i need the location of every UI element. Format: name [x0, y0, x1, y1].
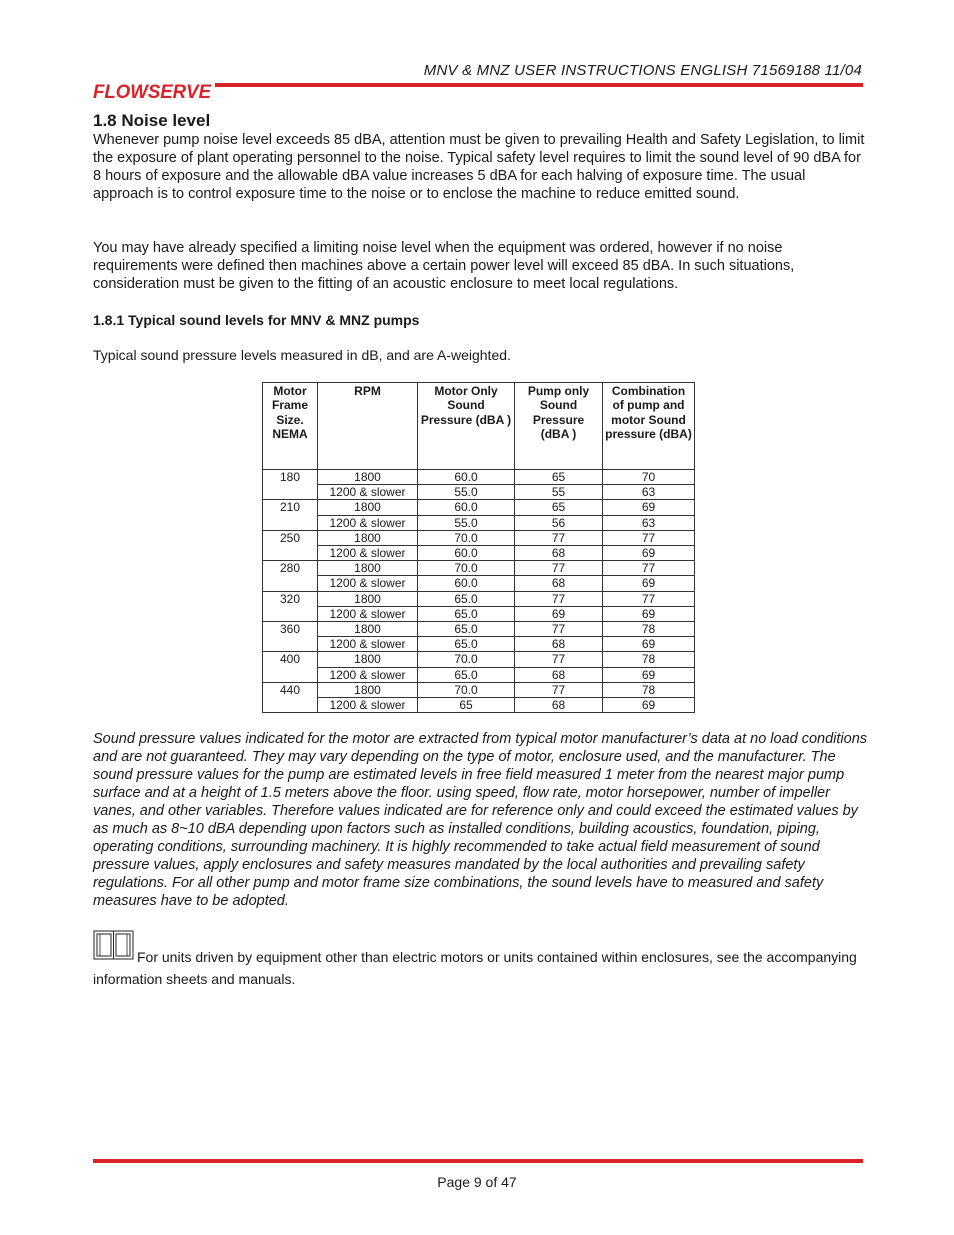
rpm-cell: 1800 — [318, 652, 418, 667]
frame-cell: 320 — [263, 591, 318, 621]
motor-cell: 55.0 — [418, 515, 515, 530]
table-row — [263, 561, 695, 576]
motor-cell: 60.0 — [418, 470, 515, 485]
document-header-title: MNV & MNZ USER INSTRUCTIONS ENGLISH 71569188 11/04 — [423, 62, 862, 79]
table-row — [263, 637, 695, 652]
header-combination-sound: Combination of pump and motor Sound pressure (dBA) — [603, 383, 695, 470]
motor-cell: 70.0 — [418, 561, 515, 576]
table-row — [263, 591, 695, 606]
header-rule — [215, 83, 863, 87]
pump-cell: 65 — [515, 470, 603, 485]
combination-cell: 69 — [603, 667, 695, 682]
footer-rule — [93, 1159, 863, 1163]
motor-cell: 65.0 — [418, 606, 515, 621]
sound-level-table — [262, 382, 695, 713]
pump-cell: 69 — [515, 606, 603, 621]
table-row — [263, 576, 695, 591]
pump-cell: 68 — [515, 546, 603, 561]
rpm-cell: 1800 — [318, 682, 418, 697]
pump-cell: 77 — [515, 652, 603, 667]
noise-paragraph-2: You may have already specified a limiting noise level when the equipment was ordered, however if no noise requirements were defined then machines above a certain power level will exceed 85 dBA. In such situations, consideration must be given to the fitting of an acoustic enclosure to meet local regulations. — [93, 240, 795, 292]
pump-cell: 77 — [515, 591, 603, 606]
pump-cell: 65 — [515, 500, 603, 515]
combination-cell: 69 — [603, 500, 695, 515]
rpm-cell: 1200 & slower — [318, 576, 418, 591]
section-title: 1.8 Noise level — [93, 111, 211, 130]
table-row — [263, 500, 695, 515]
table-row — [263, 622, 695, 637]
combination-cell: 77 — [603, 591, 695, 606]
motor-cell: 60.0 — [418, 546, 515, 561]
disclaimer-note: Sound pressure values indicated for the motor are extracted from typical motor manufacturer’s data at no load conditions and are not guaranteed. They may vary depending on the type of motor, enclosure used, and the manufacturer. The sound pressure values for the pump are estimated levels in free field measured 1 meter from the nearest major pump surface and at a height of 1.5 meters above the floor. using speed, flow rate, motor horsepower, number of impeller vanes, and other variables. Therefore values indicated are for reference only and could exceed the estimated values by as much as 8~10 dBA depending upon factors such as installed conditions, building acoustics, foundation, piping, operating conditions, surrounding machinery. It is highly recommended to take actual field measurement of sound pressure values, apply enclosures and safety measures mandated by the local authorities and prevailing safety regulations. For all other pump and motor frame size combinations, the sound levels have to measured and safety measures have to be adopted. — [93, 731, 868, 909]
table-row — [263, 546, 695, 561]
rpm-cell: 1200 & slower — [318, 606, 418, 621]
combination-cell: 69 — [603, 637, 695, 652]
rpm-cell: 1800 — [318, 622, 418, 637]
table-row — [263, 515, 695, 530]
rpm-cell: 1200 & slower — [318, 515, 418, 530]
rpm-cell: 1200 & slower — [318, 637, 418, 652]
pump-cell: 56 — [515, 515, 603, 530]
pump-cell: 68 — [515, 637, 603, 652]
frame-cell: 180 — [263, 470, 318, 500]
table-row — [263, 485, 695, 500]
motor-cell: 70.0 — [418, 530, 515, 545]
rpm-cell: 1800 — [318, 470, 418, 485]
motor-cell: 65.0 — [418, 637, 515, 652]
pump-cell: 55 — [515, 485, 603, 500]
motor-cell: 65.0 — [418, 622, 515, 637]
page-number: Page 9 of 47 — [437, 1174, 517, 1190]
subsection-title: 1.8.1 Typical sound levels for MNV & MNZ pumps — [93, 312, 420, 328]
combination-cell: 69 — [603, 546, 695, 561]
table-row — [263, 682, 695, 697]
header-frame-size: Motor Frame Size. NEMA — [263, 383, 318, 470]
pump-cell: 77 — [515, 682, 603, 697]
motor-cell: 65 — [418, 698, 515, 713]
table-row — [263, 652, 695, 667]
pump-cell: 77 — [515, 622, 603, 637]
combination-cell: 77 — [603, 530, 695, 545]
motor-cell: 70.0 — [418, 652, 515, 667]
combination-cell: 70 — [603, 470, 695, 485]
pump-cell: 77 — [515, 530, 603, 545]
motor-cell: 65.0 — [418, 591, 515, 606]
pump-cell: 68 — [515, 667, 603, 682]
rpm-cell: 1800 — [318, 500, 418, 515]
rpm-cell: 1200 & slower — [318, 546, 418, 561]
frame-cell: 210 — [263, 500, 318, 530]
frame-cell: 440 — [263, 682, 318, 712]
combination-cell: 77 — [603, 561, 695, 576]
flowserve-logo — [93, 77, 213, 103]
frame-cell: 400 — [263, 652, 318, 682]
motor-cell: 55.0 — [418, 485, 515, 500]
header-motor-sound: Motor Only Sound Pressure (dBA ) — [418, 383, 515, 470]
table-row — [263, 606, 695, 621]
rpm-cell: 1800 — [318, 561, 418, 576]
rpm-cell: 1200 & slower — [318, 485, 418, 500]
table-intro: Typical sound pressure levels measured in dB, and are A-weighted. — [93, 347, 511, 363]
combination-cell: 63 — [603, 485, 695, 500]
pump-cell: 77 — [515, 561, 603, 576]
final-note: For units driven by equipment other than electric motors or units contained within enclosures, see the accompanying information sheets and manuals. — [93, 949, 857, 987]
frame-cell: 280 — [263, 561, 318, 591]
table-header-row — [263, 383, 695, 470]
combination-cell: 63 — [603, 515, 695, 530]
frame-cell: 250 — [263, 530, 318, 560]
table-row — [263, 470, 695, 485]
rpm-cell: 1200 & slower — [318, 667, 418, 682]
motor-cell: 60.0 — [418, 500, 515, 515]
noise-paragraph-1: Whenever pump noise level exceeds 85 dBA, attention must be given to prevailing Health and Safety Legislation, to limit the exposure of plant operating personnel to the noise. Typical safety level requires to limit the sound level of 90 dBA for 8 hours of exposure and the allowable dBA value increases 5 dBA for each halving of exposure time. The usual approach is to control exposure time to the noise or to enclose the machine to reduce emitted sound. — [93, 132, 865, 202]
rpm-cell: 1800 — [318, 591, 418, 606]
combination-cell: 78 — [603, 682, 695, 697]
combination-cell: 69 — [603, 576, 695, 591]
combination-cell: 78 — [603, 652, 695, 667]
motor-cell: 70.0 — [418, 682, 515, 697]
rpm-cell: 1200 & slower — [318, 698, 418, 713]
table-row — [263, 698, 695, 713]
motor-cell: 65.0 — [418, 667, 515, 682]
table-row — [263, 530, 695, 545]
combination-cell: 69 — [603, 606, 695, 621]
pump-cell: 68 — [515, 576, 603, 591]
motor-cell: 60.0 — [418, 576, 515, 591]
combination-cell: 78 — [603, 622, 695, 637]
combination-cell: 69 — [603, 698, 695, 713]
frame-cell: 360 — [263, 622, 318, 652]
rpm-cell: 1800 — [318, 530, 418, 545]
table-row — [263, 667, 695, 682]
pump-cell: 68 — [515, 698, 603, 713]
header-rpm: RPM — [318, 383, 418, 470]
logo-text: FLOWSERVE — [93, 82, 213, 103]
header-pump-sound: Pump only Sound Pressure (dBA ) — [515, 383, 603, 470]
